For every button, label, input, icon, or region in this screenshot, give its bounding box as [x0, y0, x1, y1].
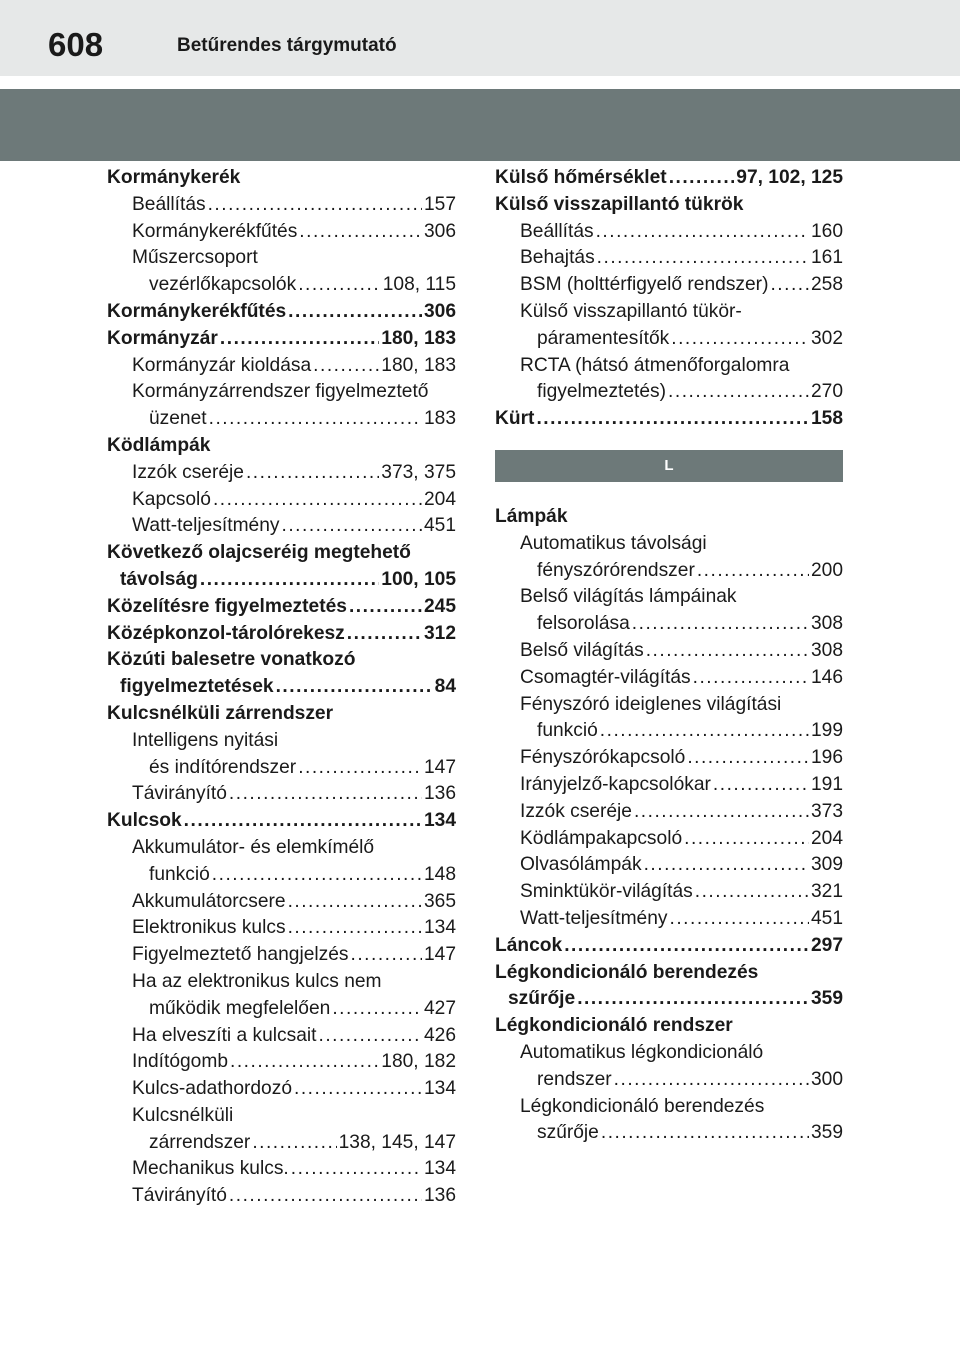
index-entry — [107, 621, 456, 648]
index-entry — [107, 996, 456, 1023]
index-term: Kormányzár kioldása — [132, 354, 312, 376]
dot-leader — [288, 915, 422, 942]
page-reference: 373, 375 — [381, 461, 456, 483]
index-entry — [495, 826, 843, 853]
page-reference: 300 — [810, 1068, 843, 1090]
index-term: Következő olajcseréig megtehető — [107, 542, 411, 564]
index-term: Ha az elektronikus kulcs nem — [132, 970, 382, 992]
index-column-left — [107, 165, 456, 1210]
index-entry — [107, 299, 456, 326]
index-entry — [107, 567, 456, 594]
index-entry — [495, 960, 843, 987]
page-reference: 146 — [810, 666, 843, 688]
page-reference: 134 — [423, 1158, 456, 1180]
index-entry — [495, 933, 843, 960]
dot-leader — [299, 219, 422, 246]
page-reference: 426 — [423, 1024, 456, 1046]
index-entry — [495, 692, 843, 719]
dot-leader — [697, 558, 809, 585]
index-entry — [107, 433, 456, 460]
page-reference: 302 — [810, 327, 843, 349]
index-entry — [495, 986, 843, 1013]
page-reference: 157 — [423, 193, 456, 215]
index-term: Külső visszapillantó tükör- — [520, 300, 742, 322]
dot-leader — [601, 1120, 809, 1147]
dot-leader — [596, 219, 809, 246]
index-term: szűrője — [508, 988, 576, 1010]
dot-leader — [318, 1023, 422, 1050]
page-reference: 270 — [810, 381, 843, 403]
page-header — [0, 0, 960, 76]
index-entry — [495, 1094, 843, 1121]
index-term: zárrendszer — [149, 1131, 251, 1153]
index-entry — [495, 245, 843, 272]
index-entry — [495, 326, 843, 353]
index-entry — [495, 299, 843, 326]
index-entry — [107, 647, 456, 674]
index-term: Távirányító — [132, 1185, 227, 1207]
dot-leader — [347, 621, 422, 648]
index-entry — [107, 219, 456, 246]
index-entry — [107, 245, 456, 272]
index-term: Külső hőmérséklet — [495, 167, 667, 188]
page-reference: 147 — [423, 756, 456, 778]
dot-leader — [684, 826, 809, 853]
index-entry — [107, 808, 456, 835]
index-term: Külső visszapillantó tükrök — [495, 193, 744, 215]
page-reference: 312 — [423, 622, 456, 644]
index-term: Kormánykerékfűtés — [107, 300, 287, 322]
index-term: Izzók cseréje — [132, 461, 244, 483]
dot-leader — [213, 487, 422, 514]
index-entry — [107, 379, 456, 406]
index-entry — [495, 665, 843, 692]
index-entry — [495, 584, 843, 611]
index-term: Belső világítás — [520, 639, 644, 661]
index-entry — [107, 969, 456, 996]
index-term: Beállítás — [132, 193, 206, 215]
index-term: Izzók cseréje — [520, 800, 632, 822]
index-entry — [107, 513, 456, 540]
index-term: Intelligens nyitási — [132, 729, 279, 751]
page-reference: 297 — [810, 934, 843, 956]
page-reference: 97, 102, 125 — [736, 167, 843, 188]
dot-leader — [246, 460, 379, 487]
dot-leader — [276, 674, 433, 701]
index-entry — [107, 487, 456, 514]
page-reference: 138, 145, 147 — [338, 1131, 456, 1153]
index-term: RCTA (hátsó átmenőforgalomra — [520, 354, 790, 376]
page-reference: 148 — [423, 863, 456, 885]
index-term: Automatikus távolsági — [520, 532, 707, 554]
dot-leader — [288, 889, 422, 916]
dot-leader — [294, 1076, 422, 1103]
dot-leader — [632, 611, 809, 638]
index-entry — [107, 594, 456, 621]
index-term: Láncok — [495, 934, 563, 956]
dot-leader — [349, 594, 422, 621]
index-entry — [495, 379, 843, 406]
index-term: funkció — [537, 720, 598, 742]
page-reference: 84 — [434, 676, 456, 698]
index-entry — [495, 165, 843, 192]
index-entry — [495, 1040, 843, 1067]
dot-leader — [670, 906, 809, 933]
index-term: Kulcsnélküli — [132, 1104, 234, 1126]
dot-leader — [212, 862, 422, 889]
index-term: Olvasólámpák — [520, 854, 642, 876]
page-reference: 359 — [810, 1122, 843, 1144]
index-entry — [107, 272, 456, 299]
index-term: Kürt — [495, 408, 535, 430]
dot-leader — [298, 272, 381, 299]
dot-leader — [668, 379, 809, 406]
index-entry — [107, 165, 456, 192]
index-term: és indítórendszer — [149, 756, 297, 778]
index-entry — [107, 728, 456, 755]
index-entry — [107, 889, 456, 916]
index-entry — [107, 326, 456, 353]
dot-leader — [351, 942, 422, 969]
page-reference: 134 — [423, 1078, 456, 1100]
page-reference: 451 — [423, 515, 456, 537]
index-term: Indítógomb — [132, 1051, 229, 1073]
index-term: Akkumulátor- és elemkímélő — [132, 836, 375, 858]
section-title: Betűrendes tárgymutató — [177, 35, 397, 56]
dot-leader — [600, 718, 809, 745]
index-term: Mechanikus kulcs. — [132, 1158, 289, 1180]
page-reference: 134 — [423, 917, 456, 939]
dot-leader — [577, 986, 809, 1013]
header-banner — [0, 89, 960, 161]
index-term: Légkondicionáló rendszer — [495, 1015, 733, 1037]
page-reference: 100, 105 — [381, 568, 456, 590]
index-term: Sminktükör-világítás — [520, 881, 693, 903]
page-reference: 160 — [810, 220, 843, 242]
index-term: Ködlámpák — [107, 434, 211, 456]
index-term: Akkumulátorcsere — [132, 890, 286, 912]
index-entry — [107, 915, 456, 942]
dot-leader — [671, 326, 809, 353]
dot-leader — [770, 272, 809, 299]
index-entry — [107, 862, 456, 889]
index-term: Légkondicionáló berendezés — [495, 961, 759, 983]
index-entry — [107, 460, 456, 487]
index-term: figyelmeztetés) — [537, 381, 667, 403]
index-term: Közúti balesetre vonatkozó — [107, 649, 356, 671]
index-term: Ködlámpakapcsoló — [520, 827, 683, 849]
index-term: Fényszóró ideiglenes világítási — [520, 693, 782, 715]
index-term: felsorolása — [537, 613, 630, 635]
index-entry — [495, 745, 843, 772]
page-reference: 196 — [810, 747, 843, 769]
index-term: BSM (holttérfigyelő rendszer) — [520, 274, 769, 296]
page-reference: 180, 183 — [381, 354, 456, 376]
page-reference: 306 — [423, 220, 456, 242]
letter-section-header: L — [495, 450, 843, 482]
dot-leader — [209, 406, 422, 433]
page-reference: 258 — [810, 274, 843, 296]
index-entry — [495, 799, 843, 826]
page-reference: 161 — [810, 247, 843, 269]
page-reference: 306 — [423, 300, 456, 322]
index-term: Kormánykerék — [107, 167, 241, 188]
index-term: Lámpák — [495, 505, 568, 527]
index-term: fényszórórendszer — [537, 559, 695, 581]
index-term: Kulcs-adathordozó — [132, 1078, 292, 1100]
index-term: Watt-teljesítmény — [520, 907, 668, 929]
index-entry — [107, 755, 456, 782]
index-term: Kapcsoló — [132, 488, 211, 510]
index-term: távolság — [120, 568, 198, 590]
dot-leader — [291, 1156, 422, 1183]
dot-leader — [298, 755, 422, 782]
dot-leader — [614, 1067, 809, 1094]
index-entry — [107, 674, 456, 701]
dot-leader — [252, 1130, 336, 1157]
dot-leader — [332, 996, 422, 1023]
index-entry — [495, 772, 843, 799]
page-reference: 245 — [423, 595, 456, 617]
dot-leader — [646, 638, 809, 665]
page-reference: 147 — [423, 944, 456, 966]
index-entry — [107, 701, 456, 728]
page-reference: 183 — [423, 408, 456, 430]
page-reference: 321 — [810, 881, 843, 903]
index-term: Automatikus légkondicionáló — [520, 1041, 764, 1063]
page-number: 608 — [48, 26, 104, 63]
dot-leader — [220, 326, 379, 353]
dot-leader — [564, 933, 809, 960]
index-entry — [107, 1049, 456, 1076]
index-entry — [495, 718, 843, 745]
page-reference: 134 — [423, 810, 456, 832]
dot-leader — [597, 245, 809, 272]
dot-leader — [693, 665, 809, 692]
index-entry — [495, 879, 843, 906]
page-reference: 359 — [810, 988, 843, 1010]
index-term: vezérlőkapcsolók — [149, 274, 297, 296]
index-entry — [495, 1067, 843, 1094]
index-entry — [107, 1103, 456, 1130]
index-term: üzenet — [149, 408, 207, 430]
dot-leader — [184, 808, 422, 835]
index-term: Figyelmeztető hangjelzés — [132, 944, 349, 966]
index-entry — [495, 192, 843, 219]
index-entry — [107, 835, 456, 862]
page-reference: 427 — [423, 997, 456, 1019]
page-reference: 308 — [810, 639, 843, 661]
index-entry — [495, 852, 843, 879]
index-term: Irányjelző-kapcsolókar — [520, 773, 711, 795]
index-term: Beállítás — [520, 220, 594, 242]
index-entry — [107, 942, 456, 969]
index-entry — [107, 1023, 456, 1050]
index-term: Közelítésre figyelmeztetés — [107, 595, 347, 617]
index-entry — [495, 504, 843, 531]
index-entry — [495, 558, 843, 585]
index-entry — [495, 1013, 843, 1040]
index-entry — [107, 1183, 456, 1210]
page-reference: 204 — [423, 488, 456, 510]
dot-leader — [644, 852, 809, 879]
index-column-right — [495, 165, 843, 1147]
dot-leader — [687, 745, 809, 772]
dot-leader — [713, 772, 809, 799]
page-reference: 309 — [810, 854, 843, 876]
dot-leader — [230, 1049, 379, 1076]
page-reference: 108, 115 — [382, 274, 456, 296]
index-term: Fényszórókapcsoló — [520, 747, 686, 769]
page-reference: 180, 182 — [381, 1051, 456, 1073]
dot-leader — [229, 781, 422, 808]
page-reference: 180, 183 — [381, 327, 456, 349]
index-entry — [107, 1130, 456, 1157]
dot-leader — [229, 1183, 422, 1210]
page-reference: 204 — [810, 827, 843, 849]
index-term: Távirányító — [132, 783, 227, 805]
page-reference: 365 — [423, 890, 456, 912]
dot-leader — [313, 353, 379, 380]
index-term: szűrője — [537, 1122, 599, 1144]
index-entry — [495, 906, 843, 933]
index-entry — [495, 406, 843, 433]
index-term: páramentesítők — [537, 327, 670, 349]
dot-leader — [669, 165, 735, 192]
index-entry — [495, 531, 843, 558]
index-term: Kormányzárrendszer figyelmeztető — [132, 381, 429, 403]
index-term: Műszercsoport — [132, 247, 258, 269]
index-entry — [107, 192, 456, 219]
page-reference: 136 — [423, 783, 456, 805]
index-term: figyelmeztetések — [120, 676, 274, 698]
dot-leader — [208, 192, 422, 219]
index-term: Kormányzár — [107, 327, 218, 349]
page-reference: 199 — [810, 720, 843, 742]
index-term: Kulcsok — [107, 810, 182, 832]
index-term: Belső világítás lámpáinak — [520, 586, 737, 608]
index-term: Watt-teljesítmény — [132, 515, 280, 537]
dot-leader — [634, 799, 809, 826]
index-term: rendszer — [537, 1068, 612, 1090]
index-entry — [495, 1120, 843, 1147]
dot-leader — [695, 879, 809, 906]
index-term: Ha elveszíti a kulcsait — [132, 1024, 317, 1046]
dot-leader — [536, 406, 809, 433]
dot-leader — [288, 299, 422, 326]
index-entry — [107, 353, 456, 380]
page-reference: 158 — [810, 408, 843, 430]
index-entry — [107, 1076, 456, 1103]
index-entry — [495, 638, 843, 665]
index-term: működik megfelelően — [149, 997, 331, 1019]
index-entry — [107, 540, 456, 567]
index-entry — [495, 219, 843, 246]
index-term: Csomagtér-világítás — [520, 666, 691, 688]
index-term: Légkondicionáló berendezés — [520, 1095, 765, 1117]
index-term: Középkonzol-tárolórekesz — [107, 622, 345, 644]
index-entry — [495, 353, 843, 380]
index-term: Behajtás — [520, 247, 595, 269]
index-entry — [107, 1156, 456, 1183]
index-term: Kulcsnélküli zárrendszer — [107, 702, 334, 724]
index-term: Kormánykerékfűtés — [132, 220, 298, 242]
page-reference: 200 — [810, 559, 843, 581]
page-reference: 136 — [423, 1185, 456, 1207]
dot-leader — [200, 567, 379, 594]
index-entry — [495, 611, 843, 638]
page-reference: 191 — [810, 773, 843, 795]
index-entry — [107, 781, 456, 808]
index-term: funkció — [149, 863, 210, 885]
page-reference: 308 — [810, 613, 843, 635]
index-entry — [107, 406, 456, 433]
page-reference: 373 — [810, 800, 843, 822]
dot-leader — [282, 513, 422, 540]
index-term: Elektronikus kulcs — [132, 917, 286, 939]
page-reference: 451 — [810, 907, 843, 929]
index-entry — [495, 272, 843, 299]
